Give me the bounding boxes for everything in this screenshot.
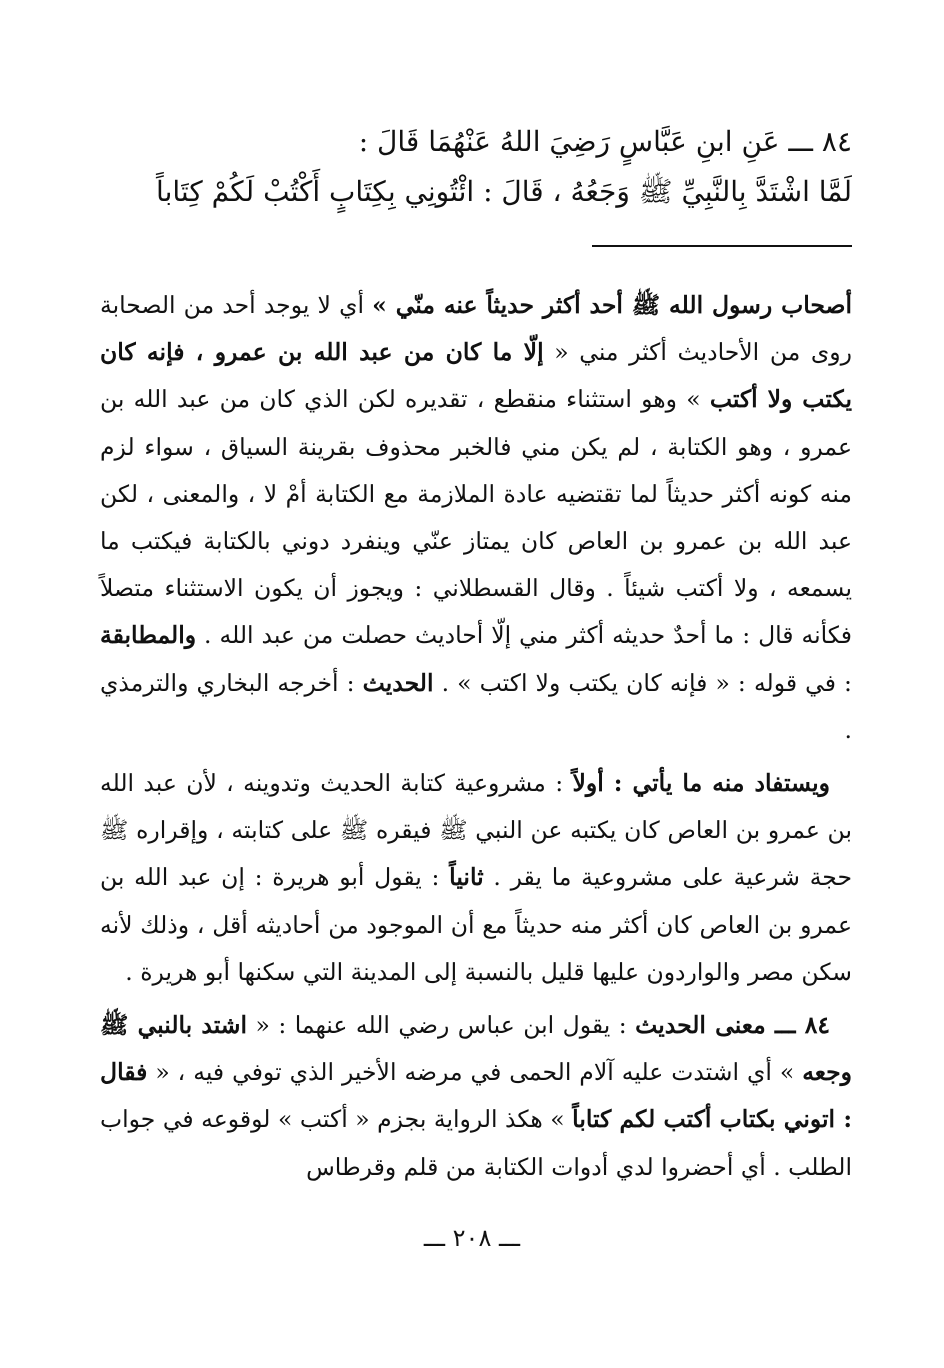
- text-run: ويستفاد منه ما يأتي : أولاً: [572, 769, 830, 798]
- footnote-divider: [592, 245, 852, 247]
- text-run: : يقول ابن عباس رضي الله عنهما : «: [247, 1011, 636, 1040]
- commentary-paragraph-2: [100, 760, 852, 996]
- text-run: ٨٤ ـــ معنى الحديث: [635, 1011, 830, 1040]
- text-run: الحديث: [362, 668, 434, 697]
- text-run: ثانياً: [449, 863, 484, 892]
- text-run: اشتد بالنبي ﷺ وجعه: [100, 1011, 852, 1087]
- text-run: : أخرجه البخاري والترمذي .: [100, 668, 852, 744]
- text-run: » وهو استثناء منقطع ، تقديره لكن الذي كان من عبد الله بن عمرو ، وهو الكتابة ، لم يكن مني فالخبر محذوف بقرينة السياق ، سواء لزم منه كونه أكثر حديثاً لما تقتضيه عادة الملازمة مع الكتابة أمْ لا ، والمعنى ، لكن عبد الله بن عمرو بن العاص كان يمتاز عنّي وينفرد دوني بالكتابة فيكتب ما يسمعه ، ولا أكتب شيئاً . وقال القسطلاني : ويجوز أن يكون الاستثناء متصلاً فكأنه قال : ما أحدٌ حديثه أكثر مني إلّا أحاديث حصلت من عبد الله .: [100, 385, 852, 650]
- text-run: فقال : اتوني بكتاب أكتب لكم كتاباً: [100, 1058, 852, 1134]
- commentary: [100, 282, 852, 1191]
- commentary-paragraph-1: [100, 282, 852, 754]
- text-run: : في قوله : « فإنه كان يكتب ولا اكتب » .: [433, 668, 852, 697]
- hadith-line-1: ٨٤ ـــ عَنِ ابنِ عَبَّاسٍ رَضِيَ اللهُ عَنْهُمَا قَالَ :: [358, 125, 852, 158]
- text-run: : مشروعية كتابة الحديث وتدوينه ، لأن عبد الله بن عمرو بن العاص كان يكتبه عن النبي ﷺ فيقره ﷺ على كتابته ، وإقراره ﷺ حجة شرعية على مشروعية ما يقر .: [100, 769, 852, 892]
- text-run: أصحاب رسول الله ﷺ أحد أكثر حديثاً عنه منّي »: [372, 291, 853, 319]
- text-run: إلّا ما كان من عبد الله بن عمرو ، فإنه كان يكتب ولا أكتب: [100, 338, 852, 414]
- text-run: » هكذ الرواية بجزم « أكتب » لوقوعه في جواب الطلب . أي أحضروا لدي أدوات الكتابة من قلم وقرطاس: [100, 1105, 852, 1181]
- text-run: : يقول أبو هريرة : إن عبد الله بن عمرو بن العاص كان أكثر منه حديثاً مع أن الموجود من أحاديثه أقل ، وذلك لأنه سكن مصر والواردون عليها قليل بالنسبة إلى المدينة التي سكنها أبو هريرة .: [100, 863, 853, 986]
- text-run: والمطابقة: [100, 621, 197, 650]
- commentary-paragraph-3: [100, 1002, 852, 1191]
- text-run: أي لا يوجد أحد من الصحابة روى من الأحاديث أكثر مني «: [100, 291, 852, 367]
- page-number: ـــ ٢٠٨ ـــ: [423, 1224, 521, 1252]
- text-run: » أي اشتدت عليه آلام الحمى في مرضه الأخير الذي توفي فيه ، «: [147, 1058, 803, 1087]
- hadith-line-2: لَمَّا اشْتَدَّ بِالنَّبِيِّ ﷺ وَجَعُهُ ، قَالَ : ائْتُونِي بِكِتَابٍ أَكْتُبْ لَكُمْ كِتَاباً: [156, 175, 852, 208]
